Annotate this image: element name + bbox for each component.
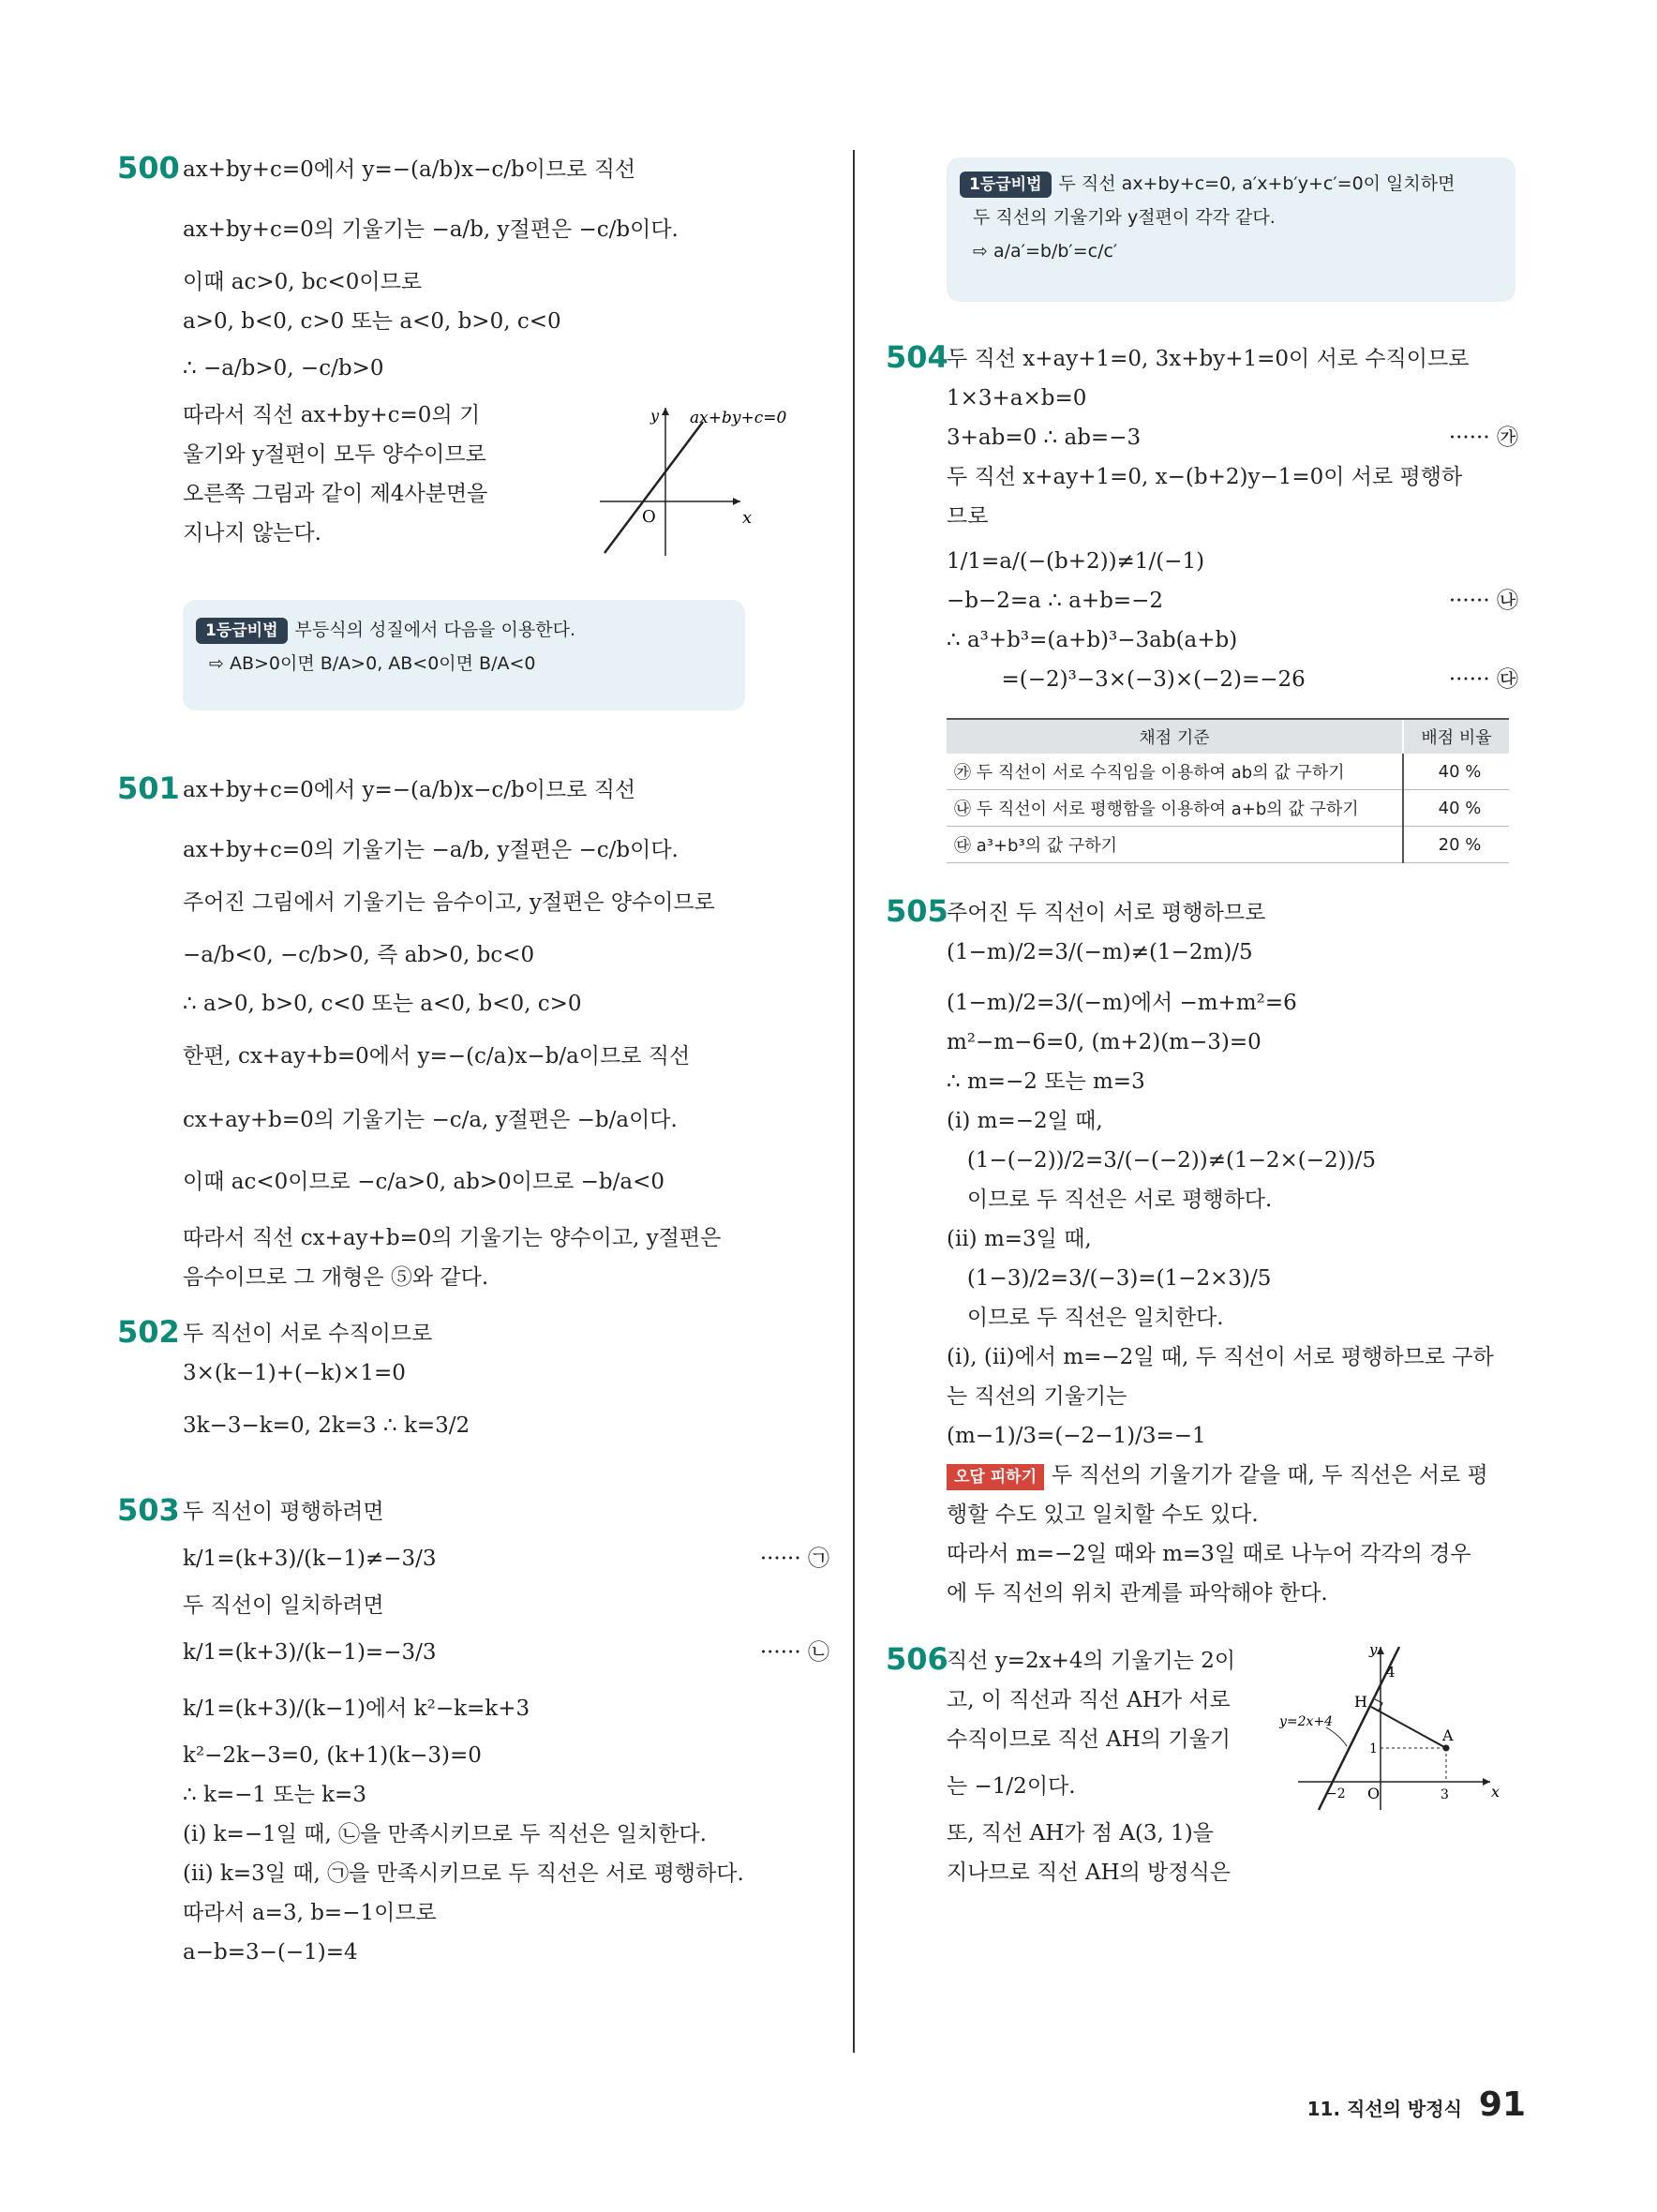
solution-line: 이므로 두 직선은 서로 평행하다. <box>947 1188 1273 1212</box>
solution-line: ∴ k=−1 또는 k=3 <box>183 1783 366 1807</box>
table-row <box>947 754 1509 790</box>
solution-line: a>0, b<0, c>0 또는 a<0, b>0, c<0 <box>183 309 561 334</box>
solution-line-row <box>183 1633 839 1672</box>
solution-line: 두 직선 x+ay+1=0, 3x+by+1=0이 서로 수직이므로 <box>947 347 1470 371</box>
problem-number: 505 <box>886 893 948 929</box>
problem-504 <box>886 339 1528 863</box>
solution-line-row <box>947 660 1528 699</box>
caution-tag: 오답 피하기 <box>947 1464 1044 1490</box>
solution-line: 1×3+a×b=0 <box>947 386 1087 411</box>
solution-line: 또, 직선 AH가 점 A(3, 1)을 <box>947 1821 1214 1846</box>
solution-line: ax+by+c=0의 기울기는 −a/b, y절편은 −c/b이다. <box>183 217 679 242</box>
solution-line: 이때 ac<0이므로 −c/a>0, ab>0이므로 −b/a<0 <box>183 1170 665 1194</box>
solution-line: 이때 ac>0, bc<0이므로 <box>183 270 423 294</box>
equation-mark: ······ ㉮ <box>1448 426 1518 450</box>
solution-line: 1/1=a/(−(b+2))≠1/(−1) <box>947 549 1205 574</box>
table-row <box>947 790 1509 827</box>
graph-label-H: H <box>1354 1693 1367 1711</box>
problem-number: 503 <box>117 1492 180 1528</box>
graph-label-4: 4 <box>1386 1664 1396 1681</box>
solution-line: (i) k=−1일 때, ㉡을 만족시키므로 두 직선은 일치한다. <box>183 1822 707 1846</box>
solution-line: 3k−3−k=0, 2k=3 ∴ k=3/2 <box>183 1413 470 1438</box>
table-header: 채점 기준 <box>947 719 1403 754</box>
solution-line: ax+by+c=0의 기울기는 −a/b, y절편은 −c/b이다. <box>183 838 679 862</box>
tip-text: 부등식의 성질에서 다음을 이용한다. <box>294 620 576 640</box>
solution-line: (ii) m=3일 때, <box>947 1227 1092 1251</box>
solution-line: 두 직선이 일치하려면 <box>183 1593 384 1618</box>
solution-line: =(−2)³−3×(−3)×(−2)=−26 <box>947 667 1306 692</box>
graph-origin: O <box>1367 1785 1381 1802</box>
table-header: 배점 비율 <box>1403 719 1509 754</box>
solution-line-row <box>947 418 1528 457</box>
graph-line-label: y=2x+4 <box>1279 1714 1334 1729</box>
problem-503 <box>117 1492 839 1972</box>
solution-line: 주어진 그림에서 기울기는 음수이고, y절편은 양수이므로 <box>183 890 715 915</box>
graph-y-label: y <box>650 408 660 425</box>
caution-text: 행할 수도 있고 일치할 수도 있다. <box>947 1502 1259 1527</box>
table-cell: 40 % <box>1403 790 1509 827</box>
solution-line: ∴ a>0, b>0, c<0 또는 a<0, b<0, c>0 <box>183 992 582 1016</box>
solution-line: (1−m)/2=3/(−m)에서 −m+m²=6 <box>947 991 1297 1015</box>
solution-line: k²−2k−3=0, (k+1)(k−3)=0 <box>183 1743 482 1768</box>
graph-506 <box>1279 1641 1514 1819</box>
solution-line: (1−m)/2=3/(−m)≠(1−2m)/5 <box>947 940 1253 964</box>
graph-label-A: A <box>1442 1726 1454 1744</box>
solution-line: ∴ m=−2 또는 m=3 <box>947 1069 1145 1094</box>
problem-number: 501 <box>117 770 180 806</box>
solution-line: (i) m=−2일 때, <box>947 1109 1103 1133</box>
solution-line: k/1=(k+3)/(k−1)=−3/3 <box>183 1640 437 1665</box>
caution-text: 에 두 직선의 위치 관계를 파악해야 한다. <box>947 1581 1328 1606</box>
caution-text: 두 직선의 기울기가 같을 때, 두 직선은 서로 평 <box>1052 1463 1488 1487</box>
tip-text: ⇨ a/a′=b/b′=c/c′ <box>973 241 1118 262</box>
table-cell: ㉰ a³+b³의 값 구하기 <box>947 827 1403 863</box>
problem-number: 502 <box>117 1314 180 1350</box>
tip-text: 두 직선 ax+by+c=0, a′x+b′y+c′=0이 일치하면 <box>1058 173 1455 194</box>
solution-line: 울기와 y절편이 모두 양수이므로 <box>183 442 486 467</box>
solution-line: ∴ −a/b>0, −c/b>0 <box>183 356 384 381</box>
solution-line: (1−(−2))/2=3/(−(−2))≠(1−2×(−2))/5 <box>947 1148 1377 1173</box>
page-number: 91 <box>1478 2085 1526 2124</box>
solution-line: (i), (ii)에서 m=−2일 때, 두 직선이 서로 평행하므로 구하 <box>947 1345 1494 1369</box>
solution-line: 직선 y=2x+4의 기울기는 2이 <box>947 1649 1236 1673</box>
solution-line: 오른쪽 그림과 같이 제4사분면을 <box>183 482 488 506</box>
solution-line: 이므로 두 직선은 일치한다. <box>947 1306 1224 1330</box>
solution-line: 따라서 직선 cx+ay+b=0의 기울기는 양수이고, y절편은 <box>183 1226 722 1250</box>
equation-mark: ······ ㉰ <box>1448 667 1518 692</box>
solution-line: k/1=(k+3)/(k−1)≠−3/3 <box>183 1547 437 1571</box>
problem-number: 506 <box>886 1641 948 1677</box>
solution-line: 두 직선이 서로 수직이므로 <box>183 1322 433 1346</box>
caution-row <box>947 1456 1528 1495</box>
solution-line: ax+by+c=0에서 y=−(a/b)x−c/b이므로 직선 <box>183 778 636 802</box>
solution-line: (ii) k=3일 때, ㉠을 만족시키므로 두 직선은 서로 평행하다. <box>183 1861 744 1886</box>
left-column <box>117 150 839 1972</box>
table-cell: ㉮ 두 직선이 서로 수직임을 이용하여 ab의 값 구하기 <box>947 754 1403 790</box>
solution-line: (m−1)/3=(−2−1)/3=−1 <box>947 1424 1206 1448</box>
tip-text: 두 직선의 기울기와 y절편이 각각 같다. <box>973 207 1276 228</box>
graph-x-label: x <box>742 508 753 528</box>
solution-line: ax+by+c=0에서 y=−(a/b)x−c/b이므로 직선 <box>183 157 636 182</box>
problem-505 <box>886 893 1528 1613</box>
solution-line: 는 직선의 기울기는 <box>947 1384 1127 1409</box>
tip-box-503 <box>947 157 1515 302</box>
solution-line: cx+ay+b=0의 기울기는 −c/a, y절편은 −b/a이다. <box>183 1108 678 1132</box>
graph-origin: O <box>642 507 656 527</box>
problem-number: 500 <box>117 150 180 186</box>
solution-line: 두 직선이 평행하려면 <box>183 1500 384 1524</box>
problem-506 <box>886 1641 1528 1892</box>
graph-label-3: 3 <box>1441 1787 1449 1802</box>
equation-mark: ······ ㉡ <box>759 1640 829 1665</box>
problem-502 <box>117 1314 839 1483</box>
solution-line: m²−m−6=0, (m+2)(m−3)=0 <box>947 1030 1261 1054</box>
graph-label-1: 1 <box>1369 1741 1378 1756</box>
solution-line: −b−2=a ∴ a+b=−2 <box>947 589 1164 613</box>
solution-line-row <box>183 1539 839 1578</box>
page-footer <box>1307 2085 1526 2124</box>
equation-mark: ······ ㉯ <box>1448 589 1518 613</box>
equation-mark: ······ ㉠ <box>759 1547 829 1571</box>
solution-line: 음수이므로 그 개형은 ⑤와 같다. <box>183 1265 489 1290</box>
solution-line: 따라서 a=3, b=−1이므로 <box>183 1901 437 1925</box>
solution-line: 두 직선 x+ay+1=0, x−(b+2)y−1=0이 서로 평행하 <box>947 465 1463 489</box>
tip-tag: 1등급비법 <box>960 172 1052 198</box>
solution-line: 따라서 직선 ax+by+c=0의 기 <box>183 403 481 427</box>
problem-number: 504 <box>886 339 948 375</box>
graph-label-neg2: −2 <box>1326 1786 1346 1801</box>
graph-x-label: x <box>1491 1783 1500 1801</box>
solution-line: 고, 이 직선과 직선 AH가 서로 <box>947 1688 1231 1712</box>
table-cell: ㉯ 두 직선이 서로 평행함을 이용하여 a+b의 값 구하기 <box>947 790 1403 827</box>
solution-line: 수직이므로 직선 AH의 기울기 <box>947 1727 1231 1752</box>
caution-text: 따라서 m=−2일 때와 m=3일 때로 나누어 각각의 경우 <box>947 1542 1471 1566</box>
right-column <box>886 157 1528 1892</box>
solution-line: 3×(k−1)+(−k)×1=0 <box>183 1361 406 1385</box>
solution-line: 므로 <box>947 504 989 529</box>
scoring-table <box>947 718 1509 863</box>
solution-line: (1−3)/2=3/(−3)=(1−2×3)/5 <box>947 1266 1272 1291</box>
table-row <box>947 827 1509 863</box>
tip-text: ⇨ AB>0이면 B/A>0, AB<0이면 B/A<0 <box>209 653 536 674</box>
solution-line: 지나므로 직선 AH의 방정식은 <box>947 1861 1231 1885</box>
problem-501 <box>117 770 839 1295</box>
solution-line: 3+ab=0 ∴ ab=−3 <box>947 426 1142 450</box>
solution-line: 는 −1/2이다. <box>947 1774 1076 1799</box>
tip-box-500 <box>183 600 745 710</box>
table-cell: 20 % <box>1403 827 1509 863</box>
solution-line: −a/b<0, −c/b>0, 즉 ab>0, bc<0 <box>183 943 535 967</box>
solution-line: a−b=3−(−1)=4 <box>183 1940 358 1965</box>
solution-line: 한편, cx+ay+b=0에서 y=−(c/a)x−b/a이므로 직선 <box>183 1044 691 1069</box>
solution-line: ∴ a³+b³=(a+b)³−3ab(a+b) <box>947 628 1238 652</box>
column-divider <box>853 150 855 2053</box>
table-cell: 40 % <box>1403 754 1509 790</box>
tip-tag: 1등급비법 <box>196 618 288 644</box>
graph-line-label: ax+by+c=0 <box>690 409 787 427</box>
solution-line-row <box>947 581 1528 620</box>
chapter-title: 11. 직선의 방정식 <box>1306 2098 1462 2120</box>
solution-line: k/1=(k+3)/(k−1)에서 k²−k=k+3 <box>183 1696 530 1721</box>
graph-500 <box>600 408 834 558</box>
solution-line: 지나지 않는다. <box>183 521 321 546</box>
problem-500 <box>117 150 839 674</box>
solution-line: 주어진 두 직선이 서로 평행하므로 <box>947 901 1266 925</box>
graph-y-label: y <box>1369 1641 1378 1658</box>
